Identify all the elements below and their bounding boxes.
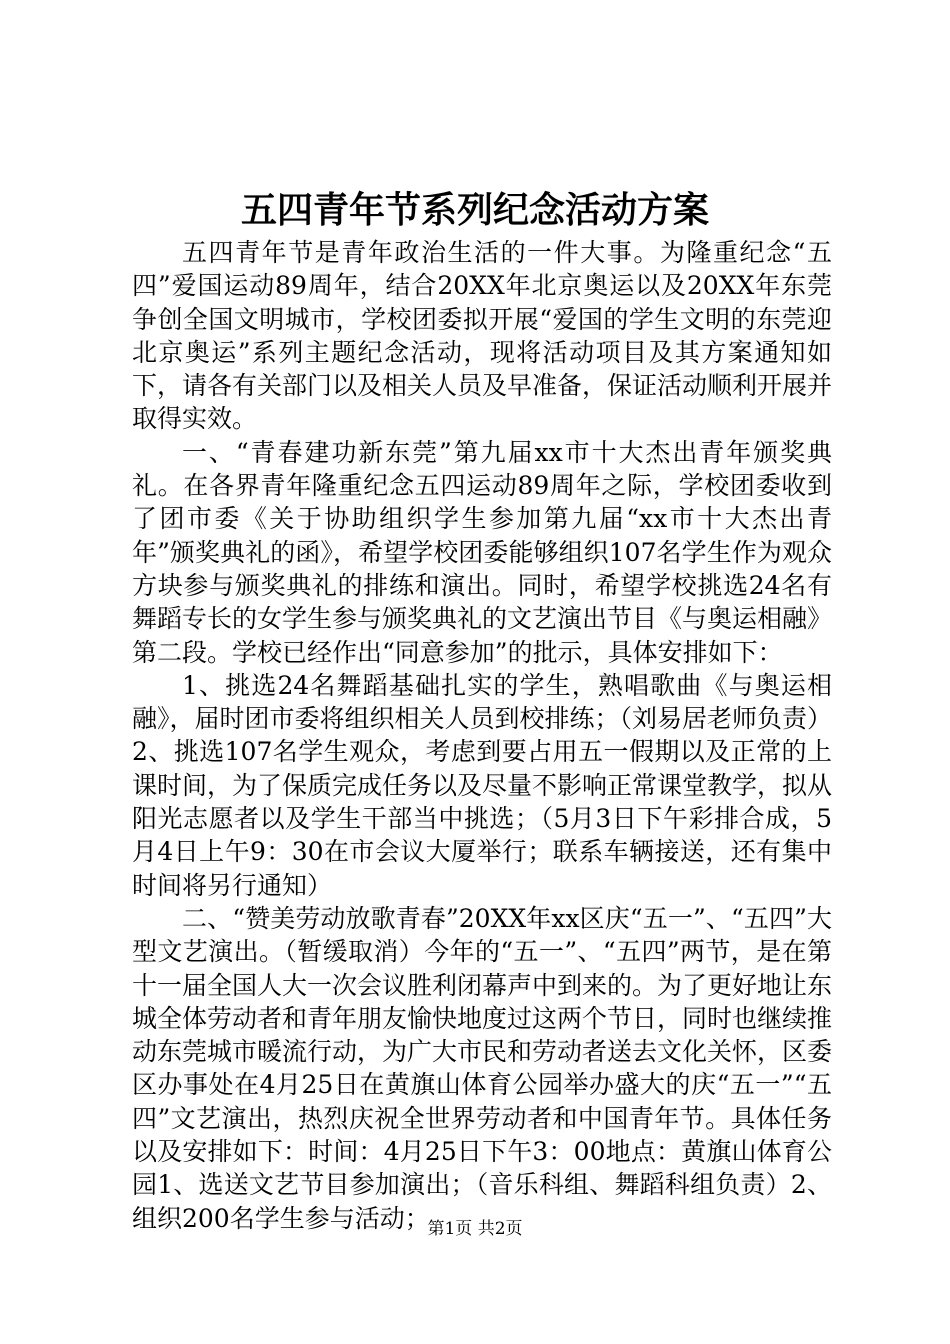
paragraph-intro: 五四青年节是青年政治生活的一件大事。为隆重纪念“五四”爱国运动89周年，结合20XX年北京奥运以及20XX年东莞争创全国文明城市，学校团委拟开展“爱国的学生文明的东莞迎北京奥运”系列主题纪念活动，现将活动项目及其方案通知如下，请各有关部门以及相关人员及早准备，保证活动顺利开展并取得实效。 — [132, 238, 833, 434]
paragraph-section-two: 二、“赞美劳动放歌青春”20XX年xx区庆“五一”、“五四”大型文艺演出。（暂缓取消）今年的“五一”、“五四”两节，是在第十一届全国人大一次会议胜利闭幕声中到来的。为了更好地让东城全体劳动者和青年朋友愉快地度过这两个节日，同时也继续推动东莞城市暖流行动，为广大市民和劳动者送去文化关怀，区委区办事处在4月25日在黄旗山体育公园举办盛大的庆“五一”“五四”文艺演出，热烈庆祝全世界劳动者和中国青年节。具体任务以及安排如下：时间：4月25日下午3：00地点：黄旗山体育公园1、选送文艺节目参加演出；（音乐科组、舞蹈科组负责）2、组织200名学生参与活动； — [132, 903, 833, 1233]
paragraph-section-one: 一、“青春建功新东莞”第九届xx市十大杰出青年颁奖典礼。在各界青年隆重纪念五四运动89周年之际，学校团委收到了团市委《关于协助组织学生参加第九届“xx市十大杰出青年”颁奖典礼的函》，希望学校团委能够组织107名学生作为观众方块参与颁奖典礼的排练和演出。同时，希望学校挑选24名有舞蹈专长的女学生参与颁奖典礼的文艺演出节目《与奥运相融》第二段。学校已经作出“同意参加”的批示，具体安排如下： — [132, 437, 833, 667]
document-title: 五四青年节系列纪念活动方案 — [240, 189, 709, 231]
document-body — [132, 236, 832, 1235]
page-footer: 第1页 共2页 — [427, 1219, 523, 1239]
paragraph-section-one-items: 1、挑选24名舞蹈基础扎实的学生，熟唱歌曲《与奥运相融》，届时团市委将组织相关人员到校排练；（刘易居老师负责）2、挑选107名学生观众，考虑到要占用五一假期以及正常的上课时间，为了保质完成任务以及尽量不影响正常课堂教学，拟从阳光志愿者以及学生干部当中挑选；（5月3日下午彩排合成，5月4日上午9：30在市会议大厦举行；联系车辆接送，还有集中时间将另行通知） — [132, 670, 833, 900]
